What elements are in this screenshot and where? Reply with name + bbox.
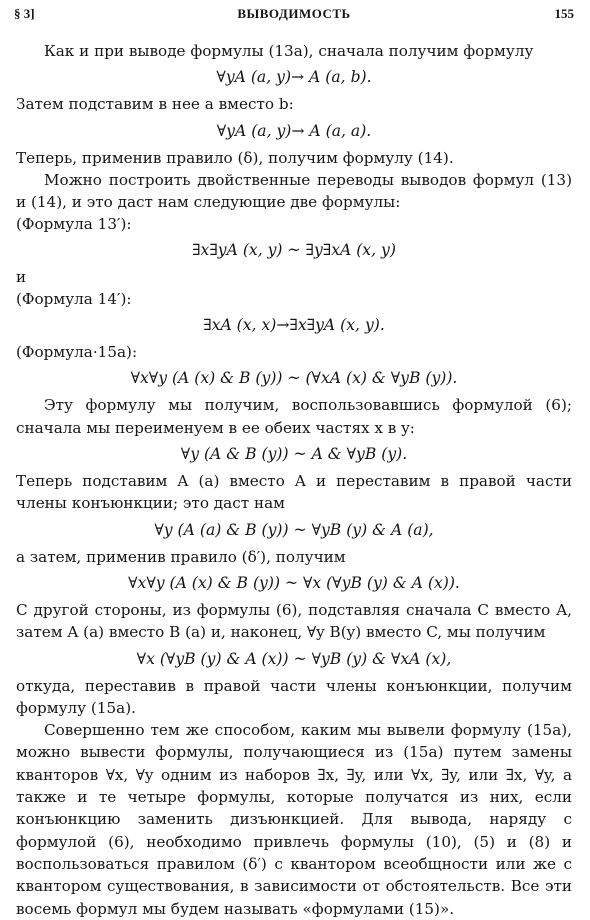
formula: ∀x (∀yB (y) & A (x)) ~ ∀yB (y) & ∀xA (x), xyxy=(136,649,452,668)
formula: ∀yA (a, y)→ A (a, a). xyxy=(216,121,372,140)
formula: ∃x∃yA (x, y) ~ ∃y∃xA (x, y) xyxy=(192,241,396,260)
paragraph: Можно построить двойственные переводы выводов формул (13) и (14), и это даст нам следующие две формулы: xyxy=(16,170,572,212)
running-header xyxy=(14,6,574,26)
formula: ∀x∀y (A (x) & B (y)) ~ (∀xA (x) & ∀yB (y)). xyxy=(130,369,458,388)
conjunction-word: и xyxy=(16,268,27,287)
formula: ∀x∀y (A (x) & B (y)) ~ ∀x (∀yB (y) & A (x)). xyxy=(128,573,460,592)
paragraph: Эту формулу мы получим, воспользовавшись формулой (6); сначала мы переименуем в ее обеих частях x в y: xyxy=(16,396,572,437)
formula-label: (Формула·15а): xyxy=(16,343,138,362)
paragraph: а затем, применив правило (δ′), получим xyxy=(16,547,346,566)
paragraph: Теперь, применив правило (δ), получим формулу (14). xyxy=(16,148,454,167)
formula-label: (Формула 13′): xyxy=(16,215,132,234)
paragraph: Теперь подставим A (a) вместо A и переставим в правой части члены конъюнкции; это даст нам xyxy=(16,472,572,513)
paragraph: С другой стороны, из формулы (6), подставляя сначала C вместо A, затем A (a) вместо B (a) и, наконец, ∀y B(y) вместо C, мы получим xyxy=(16,600,572,642)
formula: ∀yA (a, y)→ A (a, b). xyxy=(216,68,372,87)
paragraph: Совершенно тем же способом, каким мы вывели формулу (15а), можно вывести формулы, получающиеся из (15а) путем замены кванторов ∀x, ∀y одним из наборов ∃x, ∃y, или ∀x, ∃y, или ∃x, ∀y, а также и те четыре формулы, которые получатся из них, если конъюнкцию заменить дизъюнкцией. Для вывода, наряду с формулой (6), необходимо привлечь формулы (10), (5) и (8) и воспользоваться правилом (δ′) с квантором всеобщности или же с квантором существования, в зависимости от обстоятельств. Все эти восемь формул мы будем называть «формулами (15)». xyxy=(16,721,572,918)
formula: ∃xA (x, x)→∃x∃yA (x, y). xyxy=(203,316,385,335)
paragraph: Как и при выводе формулы (13а), сначала получим формулу xyxy=(44,42,534,60)
formula: ∀y (A (a) & B (y)) ~ ∀yB (y) & A (a), xyxy=(154,520,434,539)
formula-label: (Формула 14′): xyxy=(16,290,132,309)
running-title: ВЫВОДИМОСТЬ xyxy=(237,6,351,21)
formula: ∀y (A & B (y)) ~ A & ∀yB (y). xyxy=(180,445,408,464)
page-body xyxy=(16,40,572,920)
paragraph: Затем подставим в нее a вместо b: xyxy=(16,95,294,114)
paragraph: откуда, переставив в правой части члены конъюнкции, получим формулу (15а). xyxy=(16,676,572,717)
page-number: 155 xyxy=(554,6,574,21)
section-number: § 3] xyxy=(14,6,35,21)
